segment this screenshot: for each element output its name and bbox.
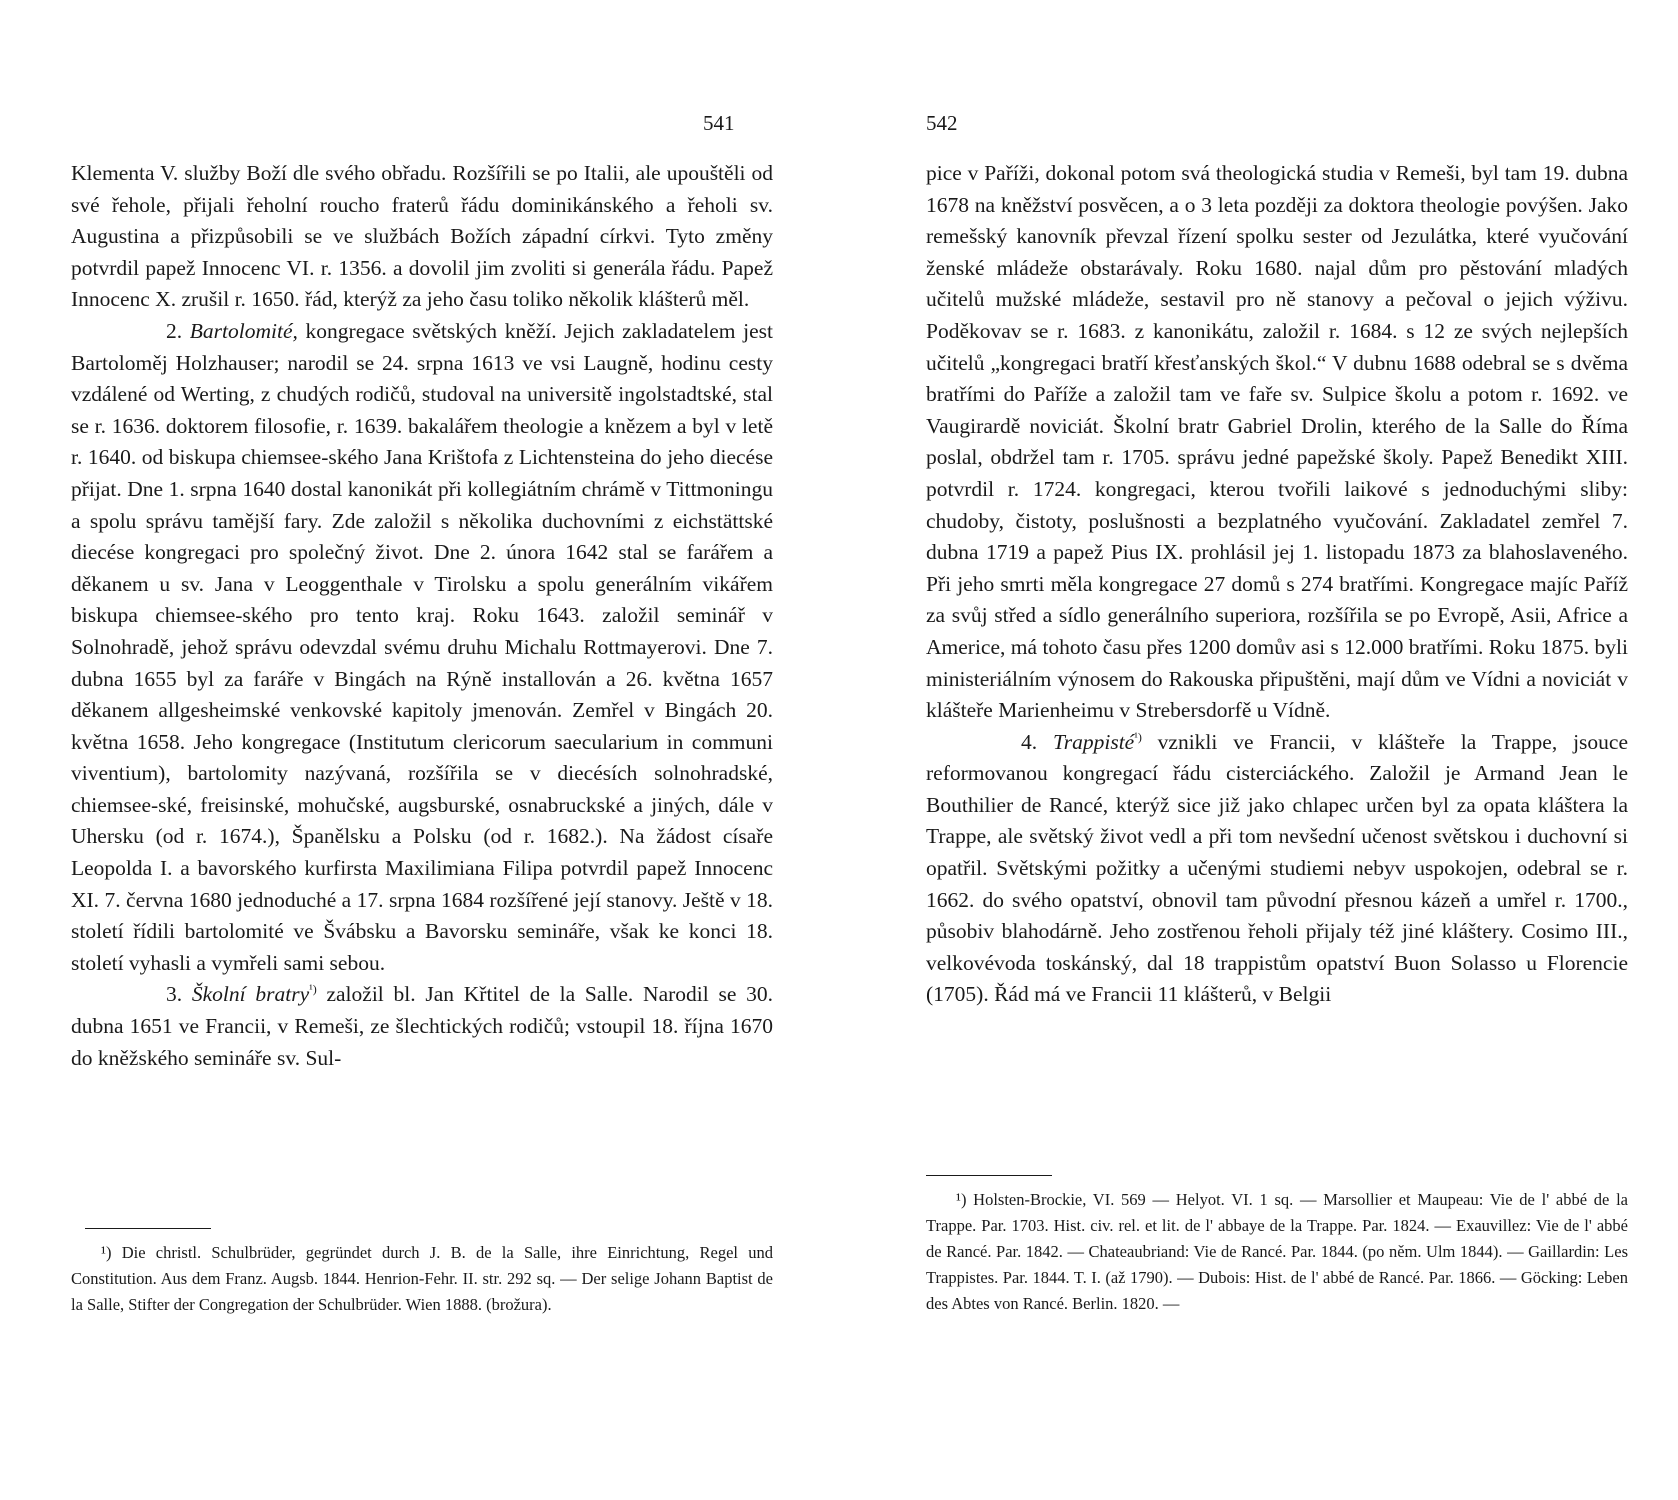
paragraph [926, 158, 1628, 727]
footnotes [926, 1187, 1628, 1317]
section-number: 3. [166, 982, 183, 1007]
paragraph [71, 158, 773, 316]
page-number: 541 [703, 111, 735, 135]
body-text [926, 158, 1628, 1011]
paragraph [71, 316, 773, 979]
body-text [71, 158, 773, 1074]
footnotes [71, 1240, 773, 1318]
paragraph-text: založil bl. Jan Křtitel de la Salle. Narodil se 30. dubna 1651 ve Francii, v Remeši, ze šlechtických rodičů; vstoupil 18. října 1670 do kněžského semináře sv. Sul- [71, 982, 773, 1070]
paragraph-text: vznikli ve Francii, v klášteře la Trappe, jsouce reformovanou kongregací řádu cisterciáckého. Založil je Armand Jean le Bouthilier de Rancé, kterýž sice již jako chlapec určen byl za opata kláštera la Trappe, ale světský život vedl a při tom nevšední učenost světskou i duchovní si opatřil. Světskými požitky a učenými studiemi nebyv uspokojen, odebral se r. 1662. do svého opatství, obnovil tam původní přesnou kázeň a umřel r. 1700., působiv blahodárně. Jeho zostřenou řeholi přijaly též jiné kláštery. Cosimo III., velkovévoda toskánský, dal 18 trappistům opatství Buon Solasso u Florencie (1705). Řád má ve Francii 11 klášterů, v Belgii [926, 729, 1628, 1007]
paragraph-text: Klementa V. služby Boží dle svého obřadu. Rozšířili se po Italii, ale upouštěli od své řehole, přijali řeholní roucho fraterů řádu dominikánského a řeholi sv. Augustina a přizpůsobili se ve službách Božích západní církvi. Tyto změny potvrdil papež Innocenc VI. r. 1356. a dovolil jim zvoliti si generála řádu. Papež Innocenc X. zrušil r. 1650. řád, kterýž za jeho času toliko několik klášterů měl. [71, 161, 773, 312]
paragraph [71, 979, 773, 1074]
page-number: 542 [926, 111, 958, 135]
footnote-divider [85, 1228, 211, 1229]
paragraph-text: pice v Paříži, dokonal potom svá theologická studia v Remeši, byl tam 19. dubna 1678 na kněžství posvěcen, a o 3 leta později za doktora theologie povýšen. Jako remešský kanovník převzal řízení spolku sester od Jezulátka, které vyučování ženské mládeže obstarávaly. Roku 1680. najal dům pro pěstování mladých učitelů mužské mládeže, sestavil pro ně stanovy a pečoval o jejich výživu. Poděkovav se r. 1683. z kanonikátu, založil r. 1684. s 12 ze svých nejlepších učitelů „kongregaci bratří křesťanských škol.“ V dubnu 1688 odebral se s dvěma bratřími do Paříže a založil tam ve faře sv. Sulpice školu a potom r. 1692. ve Vaugirardě noviciát. Školní bratr Gabriel Drolin, kterého de la Salle do Říma poslal, obdržel tam r. 1705. správu jedné papežské školy. Papež Benedikt XIII. potvrdil r. 1724. kongregaci, kterou tvořili laikové s jednoduchými sliby: chudoby, čistoty, poslušnosti a bezplatného vyučování. Zakladatel zemřel 7. dubna 1719 a papež Pius IX. prohlásil jej 1. listopadu 1873 za blahoslaveného. Při jeho smrti měla kongregace 27 domů s 274 bratřími. Kongregace majíc Paříž za svůj střed a sídlo generálního superiora, rozšířila se po Evropě, Asii, Africe a Americe, má tohoto času přes 1200 domův asi s 12.000 bratřími. Roku 1875. byli ministeriálním výnosem do Rakouska připuštěni, mají dům ve Vídni a noviciát v klášteře Marienheimu v Strebersdorfě u Vídně. [926, 161, 1628, 723]
right-page [839, 0, 1678, 1500]
section-number: 2. [166, 318, 183, 343]
section-title: Školní bratry [191, 982, 310, 1007]
paragraph [926, 727, 1628, 1011]
footnote-marker: ¹) [309, 982, 317, 997]
section-title: Bartolomité, [189, 318, 298, 343]
footnote-divider [926, 1175, 1052, 1176]
footnote: ¹) Die christl. Schulbrüder, gegründet durch J. B. de la Salle, ihre Einrichtung, Regel und Constitution. Aus dem Franz. Augsb. 1844. Henrion-Fehr. II. str. 292 sq. — Der selige Johann Baptist de la Salle, Stifter der Congregation der Schulbrüder. Wien 1888. (brožura). [71, 1243, 773, 1314]
footnote: ¹) Holsten-Brockie, VI. 569 — Helyot. VI. 1 sq. — Marsollier et Maupeau: Vie de l' abbé de la Trappe. Par. 1703. Hist. civ. rel. et lit. de l' abbaye de la Trappe. Par. 1824. — Exauvillez: Vie de l' abbé de Rancé. Par. 1842. — Chateaubriand: Vie de Rancé. Par. 1844. (po něm. Ulm 1844). — Gaillardin: Les Trappistes. Par. 1844. T. I. (až 1790). — Dubois: Hist. de l' abbé de Rancé. Par. 1866. — Göcking: Leben des Abtes von Rancé. Berlin. 1820. — [926, 1190, 1628, 1313]
footnote-marker: ¹) [1134, 729, 1142, 744]
section-number: 4. [1021, 729, 1038, 754]
paragraph-text: kongregace světských kněží. Jejich zakladatelem jest Bartoloměj Holzhauser; narodil se 24. srpna 1613 ve vsi Laugně, hodinu cesty vzdálené od Werting, z chudých rodičů, studoval na universitě ingolstadtské, stal se r. 1636. doktorem filosofie, r. 1639. bakalářem theologie a knězem a byl v letě r. 1640. od biskupa chiemsee-ského Jana Krištofa z Lichtensteina do jeho diecése přijat. Dne 1. srpna 1640 dostal kanonikát při kollegiátním chrámě v Tittmoningu a spolu správu tamější fary. Zde založil s několika duchovními z eichstättské diecése kongregaci pro společný život. Dne 2. února 1642 stal se farářem a děkanem u sv. Jana v Leoggenthale v Tirolsku a spolu generálním vikářem biskupa chiemsee-ského pro tento kraj. Roku 1643. založil seminář v Solnohradě, jehož správu odevzdal svému druhu Michalu Rottmayerovi. Dne 7. dubna 1655 byl za faráře v Bingách na Rýně installován a 26. května 1657 děkanem allgesheimské venkovské kapitoly jmenován. Zemřel v Bingách 20. května 1658. Jeho kongregace (Institutum clericorum saecularium in communi viventium), bartolomity nazývaná, rozšířila se v diecésích solnohradské, chiemsee-ské, freisinské, mohučské, augsburské, osnabruckské a jiných, dále v Uhersku (od r. 1674.), Španělsku a Polsku (od r. 1682.). Na žádost císaře Leopolda I. a bavorského kurfirsta Maxilimiana Filipa potvrdil papež Innocenc XI. 7. června 1680 jednoduché a 17. srpna 1684 rozšířené její stanovy. Ještě v 18. století řídili bartolomité ve Švábsku a Bavorsku semináře, však ke konci 18. století vyhasli a vymřeli sami sebou. [71, 318, 774, 975]
section-title: Trappisté [1052, 729, 1135, 754]
